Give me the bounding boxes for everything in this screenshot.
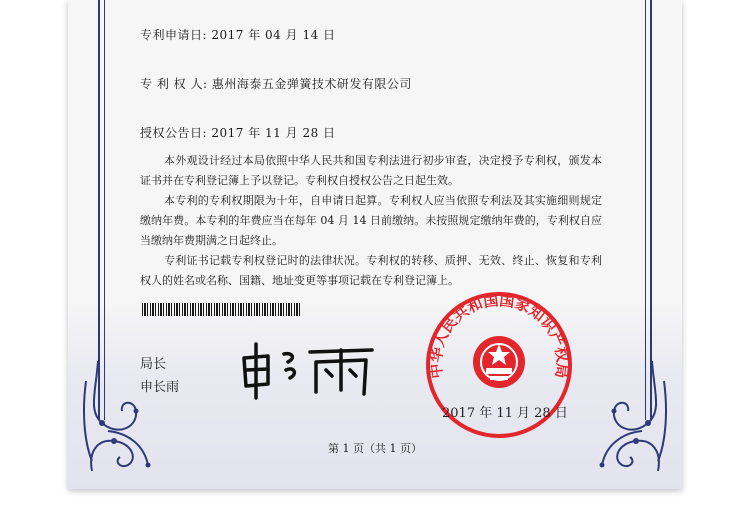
seal-date: 2017 年 11 月 28 日 bbox=[442, 406, 568, 421]
frame-border-right-inner bbox=[645, 0, 646, 420]
director-title: 局长 bbox=[140, 357, 167, 372]
patentee-row bbox=[140, 75, 412, 92]
grant-date-row bbox=[140, 124, 336, 141]
grant-date-value: 2017 年 11 月 28 日 bbox=[211, 126, 336, 140]
national-emblem-icon bbox=[473, 336, 525, 388]
director-name: 申长雨 bbox=[140, 380, 180, 395]
statement-paragraph-1: 本外观设计经过本局依照中华人民共和国专利法进行初步审查，决定授予专利权，颁发本证书并在专利登记簿上予以登记。专利权自授权公告之日起生效。 bbox=[140, 154, 602, 187]
certificate-sheet bbox=[68, 0, 682, 489]
application-date-label: 专利申请日: bbox=[140, 28, 208, 42]
statement-paragraph-2: 本专利的专利权期限为十年，自申请日起算。专利权人应当依照专利法及其实施细则规定缴纳年费。本专利的年费应当在每年 04 月 14 日前缴纳。未按照规定缴纳年费的，专利权自应当缴纳年费期满之日起终止。 bbox=[140, 194, 602, 247]
frame-border-right bbox=[650, 0, 652, 420]
frame-border-left bbox=[98, 0, 100, 420]
page-number: 第 1 页（共 1 页） bbox=[328, 442, 422, 455]
director-signature bbox=[238, 340, 378, 400]
barcode bbox=[142, 303, 300, 316]
seal-ring-text: 中华人民共和国国家知识产权局 bbox=[426, 291, 572, 380]
grant-date-label: 授权公告日: bbox=[140, 126, 208, 140]
patentee-value: 惠州海泰五金弹簧技术研发有限公司 bbox=[211, 77, 412, 91]
application-date-value: 2017 年 04 月 14 日 bbox=[211, 28, 336, 42]
frame-border-left-inner bbox=[104, 0, 105, 420]
statement-paragraph-3: 专利证书记载专利权登记时的法律状况。专利权的转移、质押、无效、终止、恢复和专利权人的姓名或名称、国籍、地址变更等事项记载在专利登记簿上。 bbox=[140, 254, 602, 287]
application-date-row bbox=[140, 26, 336, 43]
statement-text bbox=[140, 151, 602, 291]
patentee-label: 专 利 权 人: bbox=[140, 77, 208, 91]
